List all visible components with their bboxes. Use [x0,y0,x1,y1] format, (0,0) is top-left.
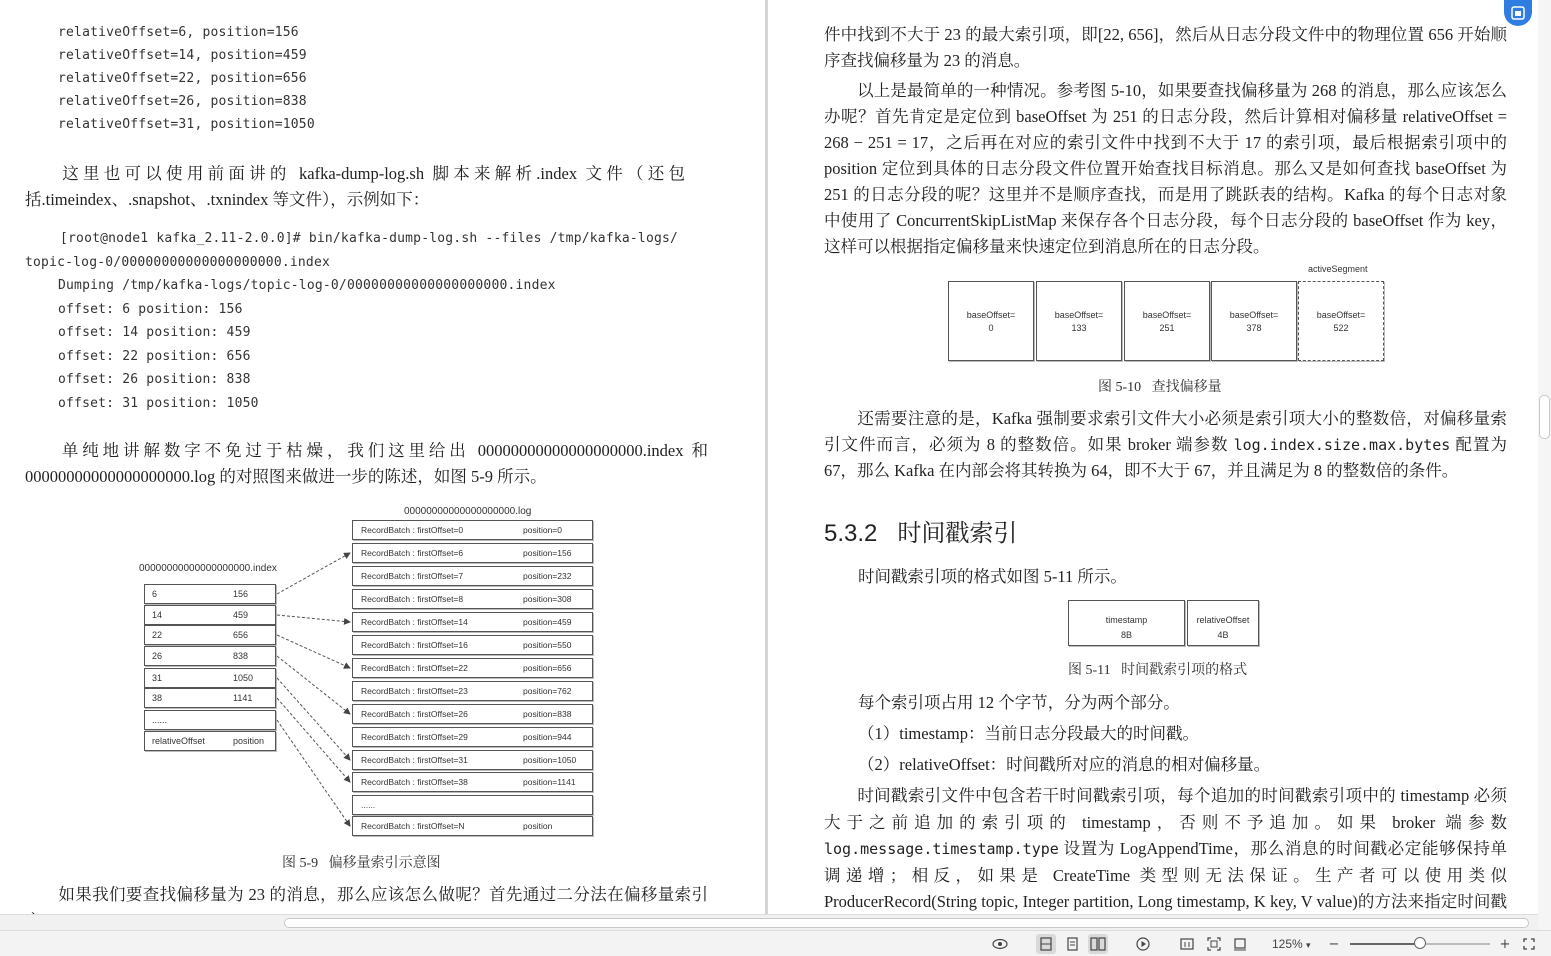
zoom-slider-knob[interactable] [1414,937,1426,949]
record-batch-position: position=0 [523,525,562,535]
index-entry-row [144,688,276,708]
record-batch-row [352,704,593,724]
record-batch-position: position=1141 [523,777,576,787]
index-entry-row [144,646,276,666]
fit-page-icon[interactable] [1204,934,1224,954]
index-pointer-arrow [277,720,350,826]
segment-label: baseOffset= [1316,310,1366,320]
log-segment-box [1124,281,1210,361]
index-position: 156 [233,589,249,599]
record-batch-first-offset: RecordBatch : firstOffset=23 [361,686,468,696]
fit-width-icon[interactable] [1230,934,1250,954]
segment-base-offset: 378 [1246,323,1262,333]
segment-label: baseOffset= [1229,310,1279,320]
fullscreen-icon[interactable] [1519,934,1539,954]
figure-5-10-caption: 图 5-10 查找偏移量 [1098,380,1222,395]
code-line: relativeOffset=31, position=1050 [58,117,315,132]
index-relative-offset: 38 [152,693,163,703]
code-line: offset: 14 position: 459 [58,325,251,340]
index-pointer-arrow [277,678,350,760]
vertical-scroll-thumb[interactable] [1539,395,1550,439]
index-position: 459 [233,610,249,620]
paragraph-timestamp-format: 时间戳索引项的格式如图 5-11 所示。 [858,567,1127,586]
record-batch-row [352,816,593,836]
paragraph-lookup-continued: 件中找到不大于 23 的最大索引项，即[22, 656]，然后从日志分段文件中的物理位置 656 开始顺序查找偏移量为 23 的消息。 [824,25,1507,70]
index-entry-row [144,710,276,730]
index-entry-row [144,584,276,604]
relative-offset-field-box: relativeOffset 4B [1187,600,1259,646]
record-batch-row [352,566,593,586]
paragraph-entry-size: 每个索引项占用 12 个字节，分为两个部分。 [858,693,1180,712]
index-position: 1050 [233,673,254,683]
paragraph-timestamp-rules: 时间戳索引文件中包含若干时间戳索引项，每个追加的时间戳索引项中的 timestamp 必须大于之前追加的索引项的 timestamp，否则不予追加。如果 broker 端参数 log.message.timestamp.type 设置为 LogAppendTime，那么消息的时间戳必定能够保持单调递增；相反，如果是 CreateTime 类型则无法保证。生产者可以使用类似 ProducerRecord(String topic, Integer partition, Long timestamp, K key, V value)的方法来指定时间戳 [824,786,1507,911]
index-relative-offset: 22 [152,630,163,640]
code-line: relativeOffset=14, position=459 [58,48,307,63]
window-tool-icon [1511,6,1525,20]
zoom-dropdown[interactable] [1272,937,1311,951]
index-relative-offset: 26 [152,651,163,661]
record-batch-first-offset: RecordBatch : firstOffset=22 [361,663,468,673]
single-page-icon[interactable] [1036,934,1056,954]
segment-base-offset: 0 [988,323,994,333]
record-batch-row [352,727,593,747]
code-line: Dumping /tmp/kafka-logs/topic-log-0/00000000000000000000.index [58,278,556,293]
zoom-in-icon[interactable]: + [1499,936,1511,952]
index-relative-offset: 31 [152,673,163,683]
index-pointer-arrow [277,656,350,714]
figure-5-11-caption: 图 5-11 时间戳索引项的格式 [1068,663,1248,678]
record-batch-row [352,589,593,609]
index-position: position [233,736,265,746]
index-relative-offset: relativeOffset [152,736,205,746]
index-pointer-arrow [277,635,350,668]
index-position: 1141 [233,693,253,703]
chevron-down-icon: ▾ [1306,940,1311,950]
log-segment-box [1298,281,1384,361]
continuous-page-icon[interactable] [1062,934,1082,954]
config-message-timestamp-type: log.message.timestamp.type [824,840,1059,858]
list-item-timestamp: （1）timestamp：当前日志分段最大的时间戳。 [858,724,1199,743]
record-batch-position: position=762 [523,686,572,696]
index-relative-offset: 14 [152,610,163,620]
active-segment-label: activeSegment [1308,264,1368,274]
record-batch-row [352,795,593,815]
record-batch-position: position [523,821,553,831]
log-segment-box [1036,281,1122,361]
record-batch-row [352,612,593,632]
record-batch-first-offset: RecordBatch : firstOffset=31 [361,755,468,765]
record-batch-position: position=656 [523,663,572,673]
timestamp-field-box: timestamp 8B [1068,600,1185,646]
record-batch-position: position=308 [523,594,572,604]
record-batch-row [352,750,593,770]
vertical-scrollbar[interactable] [1538,0,1551,930]
segment-base-offset: 522 [1333,323,1349,333]
index-position: 838 [233,651,249,661]
paragraph-dump-intro: 这里也可以使用前面讲的 kafka-dump-log.sh 脚本来解析.index 文件（还包括.timeindex、.snapshot、.txnindex 等文件），示例如下： [25,164,685,209]
record-batch-row [352,658,593,678]
code-line: offset: 22 position: 656 [58,348,251,364]
record-batch-first-offset: RecordBatch : firstOffset=38 [361,777,468,787]
two-page-icon[interactable] [1088,934,1108,954]
play-icon[interactable] [1133,934,1153,954]
record-batch-first-offset: RecordBatch : firstOffset=26 [361,709,468,719]
segment-base-offset: 251 [1159,323,1175,333]
log-segment-box [1211,281,1297,361]
record-batch-first-offset: RecordBatch : firstOffset=16 [361,640,468,650]
config-index-size: log.index.size.max.bytes [1233,436,1451,454]
record-batch-position: position=459 [523,617,572,627]
record-batch-row [352,681,593,701]
index-entry-row [144,731,276,751]
record-batch-position: position=232 [523,571,572,581]
record-batch-position: position=156 [523,548,572,558]
index-pointer-arrow [277,698,350,782]
figure-5-9-caption: 图 5-9 偏移量索引示意图 [282,856,441,871]
record-batch-first-offset: RecordBatch : firstOffset=7 [361,571,464,581]
horizontal-scrollbar[interactable] [0,914,1538,930]
record-batch-position: position=838 [523,709,572,719]
code-line: relativeOffset=22, position=656 [58,71,307,86]
zoom-level: 125% [1272,937,1303,951]
actual-size-icon[interactable] [1177,934,1197,954]
record-batch-first-offset: RecordBatch : firstOffset=6 [361,548,464,558]
record-batch-row [352,635,593,655]
record-batch-position: position=550 [523,640,572,650]
paragraph-index-size: 还需要注意的是，Kafka 强制要求索引文件大小必须是索引项大小的整数倍，对偏移量索引文件而言，必须为 8 的整数倍。如果 broker 端参数 log.index.size.max.bytes 配置为 67，那么 Kafka 在内部会将其转换为 64，即不大于 67，并且满足为 8 的整数倍的条件。 [824,409,1507,480]
horizontal-scroll-thumb[interactable] [284,918,1529,928]
record-batch-row [352,520,593,540]
eye-icon[interactable] [990,934,1010,954]
record-batch-position: position=944 [523,732,572,742]
index-pointer-arrow [277,553,350,594]
section-heading-5-3-2: 5.3.2 时间戳索引 [824,520,1018,547]
index-relative-offset: 6 [152,589,158,599]
record-batch-first-offset: RecordBatch : firstOffset=0 [361,525,464,535]
paragraph-skiplist: 以上是最简单的一种情况。参考图 5-10，如果要查找偏移量为 268 的消息，那么应该怎么办呢？首先肯定是定位到 baseOffset 为 251 的日志分段，然后计算相对偏移量 relativeOffset = 268 − 251 = 17，之后再在对应的索引文件中找到不大于 17 的索引项，最后根据索引项中的 position 定位到具体的日志分段文件位置开始查找目标消息。那么又是如何查找 baseOffset 为 251 的日志分段的呢？这里并不是顺序查找，而是用了跳跃表的结构。Kafka 的每个日志对象中使用了 ConcurrentSkipListMap 来保存各个日志分段，每个日志分段的 baseOffset 作为 key，这样可以根据指定偏移量来快速定位到消息所在的日志分段。 [824,81,1507,256]
index-entry-row [144,668,276,688]
list-item-relative-offset: （2）relativeOffset：时间戳所对应的消息的相对偏移量。 [858,755,1271,774]
record-batch-first-offset: RecordBatch : firstOffset=29 [361,732,468,742]
record-batch-row [352,772,593,792]
index-entry-row [144,625,276,645]
paragraph-lookup-23: 如果我们要查找偏移量为 23 的消息，那么应该怎么做呢？首先通过二分法在偏移量索引 [58,885,708,904]
record-batch-first-offset: ...... [361,800,376,810]
code-command-line-1: [root@node1 kafka_2.11-2.0.0]# bin/kafka-dump-log.sh --files /tmp/kafka-logs/ [60,231,679,246]
code-line: relativeOffset=6, position=156 [58,25,299,40]
segment-label: baseOffset= [1142,310,1192,320]
status-bar [0,930,1551,956]
paragraph-figure-intro: 单纯地讲解数字不免过于枯燥，我们这里给出 00000000000000000000.index 和 00000000000000000000.log 的对照图来做进一步的陈述，如图 5-9 所示。 [25,441,708,486]
record-batch-position: position=1050 [523,755,577,765]
code-line: relativeOffset=26, position=838 [58,94,307,109]
index-file-title: 00000000000000000000.index [139,563,277,574]
right-page [768,0,1538,914]
code-line: offset: 31 position: 1050 [58,395,259,411]
index-relative-offset: ...... [152,715,168,725]
index-pointer-arrow [277,615,350,622]
code-command-line-2: topic-log-0/00000000000000000000.index [25,255,331,270]
record-batch-first-offset: RecordBatch : firstOffset=14 [361,617,468,627]
index-entry-row [144,605,276,625]
segment-base-offset: 133 [1071,323,1087,333]
code-line: offset: 26 position: 838 [58,372,251,387]
record-batch-row [352,543,593,563]
record-batch-first-offset: RecordBatch : firstOffset=N [361,821,465,831]
code-line: offset: 6 position: 156 [58,301,243,317]
index-position: 656 [233,630,249,640]
zoom-slider-fill [1350,943,1420,945]
zoom-out-icon[interactable]: − [1328,936,1340,952]
segment-label: baseOffset= [1054,310,1104,320]
log-file-title: 00000000000000000000.log [404,506,532,517]
record-batch-first-offset: RecordBatch : firstOffset=8 [361,594,464,604]
log-segment-box [948,281,1034,361]
segment-label: baseOffset= [966,310,1016,320]
left-page [0,0,765,914]
